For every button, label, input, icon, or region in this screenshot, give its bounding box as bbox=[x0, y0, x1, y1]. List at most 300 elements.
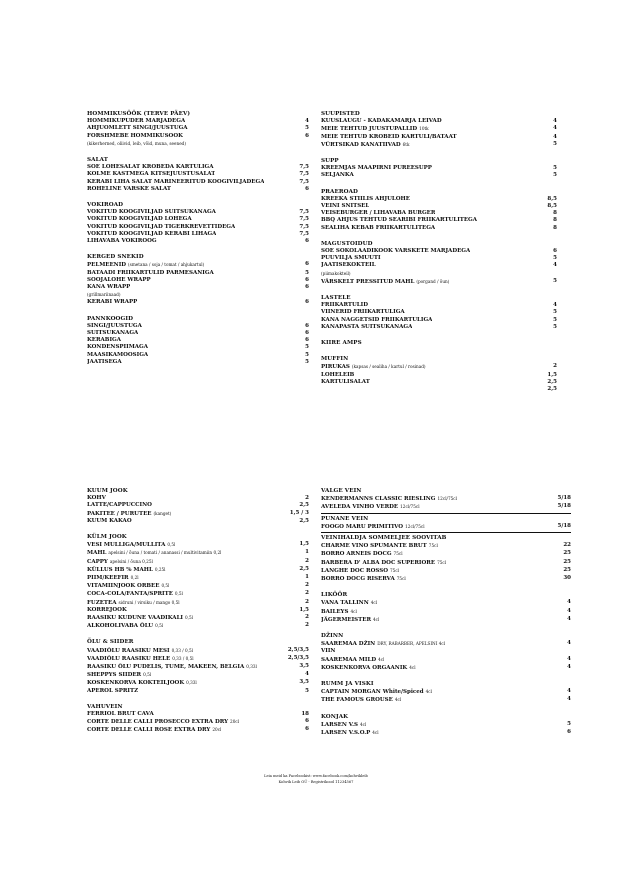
item-note: (porgand / õun) bbox=[416, 278, 450, 284]
item-price: 2 bbox=[553, 363, 557, 370]
menu-item bbox=[321, 118, 557, 125]
item-note: 0,5l bbox=[185, 615, 194, 621]
menu-item bbox=[87, 125, 309, 132]
item-price: 5 bbox=[553, 316, 557, 323]
section-heading: VAHUVEIN bbox=[87, 703, 123, 710]
item-price: 4 bbox=[553, 133, 557, 140]
menu-item bbox=[87, 711, 309, 718]
item-name: SAAREMAA MILD bbox=[321, 656, 377, 663]
item-name: (grillmariinaad) bbox=[87, 292, 121, 298]
item-price: 4 bbox=[567, 599, 571, 606]
item-name: MEIE TEHTUD KRÕBEID KARTULI/BATAAT bbox=[321, 133, 457, 140]
menu-section bbox=[321, 241, 557, 286]
item-name: MAHL bbox=[87, 550, 107, 557]
item-price: 7,5 bbox=[299, 230, 309, 237]
menu-item bbox=[321, 302, 557, 309]
item-name: CHARME VINO SPUMANTE BRUT bbox=[321, 543, 427, 550]
menu-item bbox=[87, 261, 309, 269]
item-price: 5 bbox=[305, 269, 309, 276]
item-note: 4cl bbox=[370, 600, 378, 606]
item-note: 4cl bbox=[425, 689, 432, 695]
item-name: ALKOHOLIVABA ÕLU bbox=[87, 623, 154, 630]
item-name: CORTE DELLE CALLI ROSE EXTRA DRY bbox=[87, 727, 211, 734]
menu-item bbox=[321, 225, 557, 232]
item-price: 4 bbox=[567, 696, 571, 703]
item-price bbox=[553, 648, 571, 655]
menu-item bbox=[87, 566, 309, 574]
item-name: PELMEENID bbox=[87, 262, 127, 269]
menu-item bbox=[87, 140, 309, 148]
menu-item bbox=[87, 726, 309, 734]
menu-item bbox=[87, 495, 309, 502]
item-name: VEINI ŠNITSEL bbox=[321, 203, 370, 210]
drinks-left-column bbox=[87, 488, 309, 744]
item-price: 2,5 bbox=[547, 386, 557, 393]
item-price: 4 bbox=[553, 302, 557, 309]
section-heading: PUNANE VEIN bbox=[321, 515, 369, 522]
item-price: 8 bbox=[553, 210, 557, 217]
item-price: 1,5 bbox=[299, 606, 309, 613]
item-name: PUUVILJA SMUUTI bbox=[321, 255, 381, 262]
menu-section bbox=[321, 340, 557, 347]
item-name: KERABIGA bbox=[87, 337, 121, 344]
item-note: 20cl bbox=[230, 719, 240, 725]
item-note: 0,33l bbox=[246, 664, 257, 670]
item-price: 7,5 bbox=[299, 223, 309, 230]
item-price: 5 bbox=[305, 344, 309, 351]
menu-section bbox=[87, 157, 309, 193]
menu-item bbox=[321, 567, 571, 575]
menu-item bbox=[321, 309, 557, 316]
item-name: BORRO ARNEIS DOCG bbox=[321, 551, 392, 558]
item-price: 6 bbox=[305, 726, 309, 733]
menu-item bbox=[87, 558, 309, 566]
item-note: apelsini / õuna 0,25l bbox=[109, 558, 153, 564]
item-name: VIINERID FRIIKARTULIGA bbox=[321, 309, 405, 316]
item-name: KUUM KAKAO bbox=[87, 517, 132, 524]
section-heading: LIKÖÖR bbox=[321, 592, 348, 599]
item-name: LATTE/CAPPUCCINO bbox=[87, 502, 152, 509]
item-price: 3,5 bbox=[299, 663, 309, 670]
item-name: CAPTAIN MORGAN White/Spiced bbox=[321, 689, 424, 696]
item-price: 5 bbox=[553, 172, 557, 179]
item-price: 4 bbox=[567, 615, 571, 622]
menu-item bbox=[321, 386, 557, 393]
menu-item bbox=[321, 523, 571, 531]
item-name: VOKITUD KÖÖGIVILJAD LÕHEGA bbox=[87, 216, 192, 223]
item-note: 0,5l bbox=[155, 623, 164, 629]
item-price: 4 bbox=[553, 125, 557, 132]
item-name: KANA WRAPP bbox=[87, 284, 131, 291]
menu-item bbox=[321, 599, 571, 607]
item-note: 0,33l bbox=[186, 680, 197, 686]
menu-item bbox=[321, 262, 557, 269]
menu-item bbox=[321, 165, 557, 172]
menu-item bbox=[87, 663, 309, 671]
section-heading: KERGED SNEKID bbox=[87, 254, 144, 261]
menu-item bbox=[321, 363, 557, 371]
section-heading: VOKIROAD bbox=[87, 202, 124, 209]
item-note: 0,25l bbox=[154, 566, 166, 572]
food-right-column bbox=[321, 111, 557, 402]
menu-section bbox=[321, 592, 571, 624]
item-price: 1,5 bbox=[547, 371, 557, 378]
item-name: KANAPASTA SUITSUKANAGA bbox=[321, 323, 413, 330]
item-name: COCA-COLA/FANTA/SPRITE bbox=[87, 591, 173, 598]
item-name: VÜRTSIKAD KANATIIVAD bbox=[321, 141, 401, 148]
item-price: 1 bbox=[305, 549, 309, 556]
item-name: JÄGERMEISTER bbox=[321, 616, 372, 623]
menu-item bbox=[87, 688, 309, 695]
item-name: FERRIOL BRUT CAVA bbox=[87, 711, 154, 718]
item-name: SEALIHA KEBAB FRIIKARTULITEGA bbox=[321, 224, 436, 231]
menu-item bbox=[321, 503, 571, 511]
item-price: 2 bbox=[305, 614, 309, 621]
menu-section bbox=[87, 316, 309, 366]
item-name: BORRO DOCG RISERVA bbox=[321, 576, 395, 583]
item-price: 2,5/3,5 bbox=[287, 646, 309, 653]
item-name: MEIE TEHTUD JUUSTUPALLID bbox=[321, 126, 418, 133]
item-price: 3,5 bbox=[299, 679, 309, 686]
section-heading: RUMM JA VISKI bbox=[321, 681, 374, 688]
item-note: 75cl bbox=[390, 567, 400, 573]
divider bbox=[321, 513, 571, 514]
menu-item bbox=[87, 284, 309, 291]
item-name: VITAMIINJOOK ORBEE bbox=[87, 583, 160, 590]
item-price: 2 bbox=[305, 582, 309, 589]
item-name: VAADIÕLU RAASIKU MESI bbox=[87, 647, 170, 654]
item-price bbox=[291, 291, 309, 299]
item-price: 4 bbox=[567, 688, 571, 695]
menu-item bbox=[87, 323, 309, 330]
menu-item bbox=[87, 344, 309, 351]
item-name: SINGI/JUUSTUGA bbox=[87, 322, 142, 329]
item-name: CAPPY bbox=[87, 558, 108, 565]
item-name: SAAREMAA DŽIN bbox=[321, 641, 376, 648]
menu-item bbox=[321, 141, 557, 149]
menu-item bbox=[87, 647, 309, 655]
item-name: AVELEDA VINHO VERDE bbox=[321, 504, 399, 511]
menu-item bbox=[87, 299, 309, 306]
item-name: KARTULISALAT bbox=[321, 378, 370, 385]
item-name: SELJANKA bbox=[321, 172, 354, 179]
item-price: 6 bbox=[305, 322, 309, 329]
section-heading: SALAT bbox=[87, 157, 109, 164]
item-name: MAASIKAMOOSIGA bbox=[87, 351, 149, 358]
menu-section bbox=[87, 534, 309, 630]
item-name: BARBERA D' ALBA DOC SUPERIORE bbox=[321, 559, 436, 566]
item-note: 4cl bbox=[378, 656, 385, 662]
item-price: 25 bbox=[563, 550, 571, 557]
item-price: 5 bbox=[567, 720, 571, 727]
item-note: (kapsas / sealiha / kartul / rosinad) bbox=[351, 364, 426, 370]
item-name: VOKITUD KÖÖGIVILJAD KERABI LIHAGA bbox=[87, 230, 217, 237]
section-heading: LASTELE bbox=[321, 295, 351, 302]
section-heading: VEINIHALDJA SOMMELJEE SOOVITAB bbox=[321, 535, 447, 542]
item-note: 4cl bbox=[350, 608, 357, 614]
item-price: 7,5 bbox=[299, 209, 309, 216]
menu-section bbox=[87, 488, 309, 525]
item-name: BATAADI FRIIKARTULID PARMESANIGA bbox=[87, 269, 214, 276]
item-price: 6 bbox=[553, 248, 557, 255]
item-price: 4 bbox=[553, 262, 557, 269]
footer bbox=[0, 773, 632, 785]
menu-item bbox=[87, 171, 309, 178]
item-note: (kanget) bbox=[153, 510, 172, 516]
item-price: 4 bbox=[567, 640, 571, 647]
item-price: 7,5 bbox=[299, 164, 309, 171]
item-price: 6 bbox=[305, 330, 309, 337]
item-name: SOE LÕHESALAT KRÕBEDA KARTULIGA bbox=[87, 164, 214, 171]
menu-item bbox=[87, 622, 309, 630]
item-price: 6 bbox=[305, 238, 309, 245]
menu-item bbox=[87, 337, 309, 344]
item-note: 12cl/75cl bbox=[437, 496, 457, 502]
menu-item bbox=[321, 688, 571, 696]
menu-item bbox=[321, 559, 571, 567]
item-name: SHEPPYS SIIDER bbox=[87, 672, 142, 679]
menu-item bbox=[321, 664, 571, 672]
item-price: 5 bbox=[305, 125, 309, 132]
menu-section bbox=[321, 158, 557, 180]
item-price: 2,5 bbox=[299, 517, 309, 524]
item-name: KREEMJAS MAAPIRNI PÜREESUPP bbox=[321, 165, 432, 172]
item-price: 2,5 bbox=[547, 378, 557, 385]
menu-item bbox=[87, 133, 309, 140]
item-name: BAILEYS bbox=[321, 608, 349, 615]
menu-section bbox=[321, 488, 571, 514]
item-note: 75cl bbox=[393, 551, 403, 557]
drinks-right-column bbox=[321, 488, 571, 746]
item-price: 8 bbox=[553, 217, 557, 224]
section-heading: DŽINN bbox=[321, 633, 344, 640]
item-price: 6 bbox=[305, 718, 309, 725]
item-price: 30 bbox=[563, 575, 571, 582]
item-name: VOKITUD KÖÖGIVILJAD TIGERKREVETTIDEGA bbox=[87, 223, 236, 230]
menu-section bbox=[87, 704, 309, 735]
item-price: 5/18 bbox=[557, 522, 571, 529]
menu-item bbox=[321, 134, 557, 141]
item-price: 2,5 bbox=[299, 565, 309, 572]
item-name: KÖRREJOOK bbox=[87, 606, 127, 613]
item-price: 6 bbox=[567, 729, 571, 736]
menu-item bbox=[87, 270, 309, 277]
menu-item bbox=[321, 172, 557, 179]
item-price: 2,5/3,5 bbox=[287, 654, 309, 661]
menu-item bbox=[321, 608, 571, 616]
item-price: 7,5 bbox=[299, 178, 309, 185]
item-name: SOOJALÕHE WRAPP bbox=[87, 276, 151, 283]
item-name: KOHV bbox=[87, 495, 106, 502]
item-name: CORTE DELLE CALLI PROSECCO EXTRA DRY bbox=[87, 719, 229, 726]
item-price bbox=[539, 270, 557, 278]
menu-item bbox=[87, 231, 309, 238]
item-note: 12cl/75cl bbox=[400, 504, 420, 510]
section-heading: KUUM JOOK bbox=[87, 488, 128, 494]
item-price: 4 bbox=[567, 663, 571, 670]
menu-item bbox=[321, 542, 571, 550]
item-note: DRY, RABARBER, APELSINI 4cl bbox=[377, 641, 446, 647]
item-note: 12cl/75cl bbox=[405, 523, 425, 529]
item-note: 75cl bbox=[428, 543, 438, 549]
menu-item bbox=[87, 502, 309, 509]
section-heading: PRAEROAD bbox=[321, 188, 358, 195]
item-name: APEROL SPRITZ bbox=[87, 687, 139, 694]
item-price: 7,5 bbox=[299, 216, 309, 223]
menu-item bbox=[321, 217, 557, 224]
item-note: 6tk bbox=[402, 141, 410, 147]
menu-item bbox=[321, 648, 571, 655]
item-price: 2,5 bbox=[299, 502, 309, 509]
menu-item bbox=[321, 248, 557, 255]
item-name: LARSEN V.S.O.P bbox=[321, 730, 371, 737]
item-price: 5/18 bbox=[557, 495, 571, 502]
menu-item bbox=[321, 721, 571, 729]
menu-item bbox=[321, 656, 571, 664]
menu-section bbox=[87, 111, 309, 148]
item-name: KERABI WRAPP bbox=[87, 299, 138, 306]
item-price: 6 bbox=[305, 132, 309, 139]
menu-item bbox=[87, 607, 309, 614]
item-name: SUITSUKANAGA bbox=[87, 330, 139, 337]
menu-item bbox=[321, 324, 557, 331]
item-name: KOSKENKORVA KOKTEILJOOK bbox=[87, 680, 185, 687]
item-name: BBQ AHJUS TEHTUD SEARIBI FRIIKARTULITEGA bbox=[321, 217, 478, 224]
menu-item bbox=[321, 278, 557, 286]
item-name: LIHAVABA VOKIROOG bbox=[87, 238, 157, 245]
menu-item bbox=[87, 209, 309, 216]
menu-item bbox=[87, 518, 309, 525]
menu-item bbox=[321, 317, 557, 324]
menu-item bbox=[321, 616, 571, 624]
item-name: KANA NAGGETSID FRIIKARTULIGA bbox=[321, 316, 433, 323]
menu-item bbox=[321, 270, 557, 278]
item-price: 25 bbox=[563, 558, 571, 565]
menu-item bbox=[87, 216, 309, 223]
item-price: 4 bbox=[305, 671, 309, 678]
menu-item bbox=[321, 575, 571, 583]
section-heading: SUUPISTED bbox=[321, 111, 360, 117]
menu-item bbox=[87, 277, 309, 284]
menu-item bbox=[87, 224, 309, 231]
item-price: 4 bbox=[567, 607, 571, 614]
menu-section bbox=[321, 516, 571, 533]
menu-item bbox=[321, 550, 571, 558]
menu-section bbox=[321, 714, 571, 738]
footer-line-1: Leia meid ka Facebookist: www.facebook.com/kohvikleib bbox=[264, 774, 368, 778]
item-price: 2 bbox=[305, 590, 309, 597]
menu-item bbox=[87, 549, 309, 557]
item-price: 4 bbox=[553, 118, 557, 125]
item-note: (smetana / soja / tomat / ahjukartul) bbox=[128, 262, 205, 268]
item-name: LARSEN V.S bbox=[321, 721, 359, 728]
item-price: 4 bbox=[305, 118, 309, 125]
item-note: 4cl bbox=[372, 730, 379, 736]
menu-item bbox=[87, 718, 309, 726]
item-name: (kikerherned, oliivid, leib, võid, muna, seened) bbox=[87, 140, 186, 146]
item-note: 4cl bbox=[360, 721, 367, 727]
item-price: 5/18 bbox=[557, 503, 571, 510]
section-heading: MUFFIN bbox=[321, 356, 349, 363]
item-price: 5 bbox=[305, 358, 309, 365]
item-price: 8 bbox=[553, 224, 557, 231]
menu-section bbox=[87, 254, 309, 306]
menu-item bbox=[321, 210, 557, 217]
section-heading: ÕLU & SIIDER bbox=[87, 639, 134, 646]
item-price: 2 bbox=[305, 557, 309, 564]
item-price: 1,5 bbox=[299, 541, 309, 548]
item-price: 6 bbox=[305, 284, 309, 291]
item-name: LÕHELEIB bbox=[321, 371, 355, 378]
item-name: KENDERMANNS CLASSIC RIESLING bbox=[321, 496, 436, 503]
item-name: HOMMIKUPUDER MARJADEGA bbox=[87, 118, 186, 125]
menu-section bbox=[321, 111, 557, 149]
item-price: 18 bbox=[301, 711, 309, 718]
item-name: VIIN bbox=[321, 648, 336, 655]
item-price: 5 bbox=[553, 309, 557, 316]
menu-item bbox=[87, 590, 309, 598]
menu-item bbox=[321, 640, 571, 648]
menu-item bbox=[321, 203, 557, 210]
menu-section bbox=[87, 639, 309, 694]
section-heading: PANNKOOGID bbox=[87, 315, 134, 322]
menu-item bbox=[87, 118, 309, 125]
menu-item bbox=[321, 379, 557, 386]
item-price: 6 bbox=[305, 276, 309, 283]
item-note: 0,2l bbox=[130, 575, 139, 581]
item-name: VOKITUD KÖÖGIVILJAD SUITSUKANAGA bbox=[87, 209, 216, 216]
item-price: 2 bbox=[305, 598, 309, 605]
item-name: PIRUKAS bbox=[321, 364, 350, 371]
item-note: 0,5l bbox=[167, 542, 176, 548]
item-name: VEISEBURGER / LIHAVABA BURGER bbox=[321, 210, 436, 217]
menu-item bbox=[87, 614, 309, 622]
item-note: 4cl bbox=[394, 697, 402, 703]
item-name: VESI MULLIGA/MULLITA bbox=[87, 542, 166, 549]
menu-item bbox=[87, 352, 309, 359]
menu-item bbox=[87, 510, 309, 518]
item-name: PAKITEE / PURUTEE bbox=[87, 510, 152, 517]
item-price: 6 bbox=[305, 185, 309, 192]
item-price: 5 bbox=[553, 277, 557, 284]
item-note: apelsini / õuna / tomati / ananassi / multivitamiin 0,2l bbox=[108, 550, 222, 556]
item-price: 4 bbox=[567, 655, 571, 662]
item-note: sidruni / virsiku / mango 0,5l bbox=[118, 599, 180, 605]
item-name: RAASIKU KUDUNE VAADIKALI bbox=[87, 615, 184, 622]
food-left-column bbox=[87, 111, 309, 375]
item-name: KREEKA STIILIS AHJULÕHE bbox=[321, 195, 410, 202]
item-price: 5 bbox=[305, 687, 309, 694]
section-heading: KIIRE AMPS bbox=[321, 340, 362, 347]
item-name: FUZETEA bbox=[87, 599, 117, 606]
item-note: 75cl bbox=[437, 559, 447, 565]
item-price: 5 bbox=[553, 140, 557, 147]
item-name: FRIIKARTULID bbox=[321, 302, 369, 309]
item-name: KONDENSPIIMAGA bbox=[87, 344, 149, 351]
menu-item bbox=[87, 179, 309, 186]
footer-line-2: Kohvik Leib OÜ - Registrikood 11234567 bbox=[278, 780, 354, 784]
menu-section bbox=[321, 633, 571, 672]
item-price: 25 bbox=[563, 566, 571, 573]
item-price: 5 bbox=[553, 323, 557, 330]
item-name: KÜÜSLAUGU - KADAKAMARJA LEIVAD bbox=[321, 118, 442, 125]
item-price: 8,5 bbox=[547, 203, 557, 210]
item-note: 10tk bbox=[419, 126, 429, 132]
item-price: 7,5 bbox=[299, 171, 309, 178]
menu-item bbox=[87, 679, 309, 687]
item-price: 8,5 bbox=[547, 195, 557, 202]
item-price: 6 bbox=[305, 261, 309, 268]
